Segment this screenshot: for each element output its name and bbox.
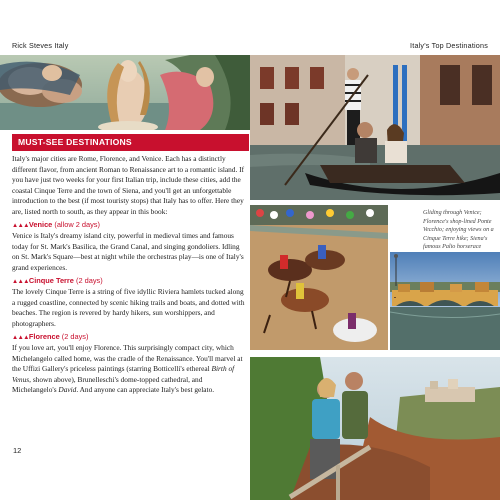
destination-duration: (allow 2 days) [54, 219, 100, 229]
destination-name: Cinque Terre [28, 275, 74, 285]
destination-cinque-terre [12, 276, 247, 330]
destination-heading [12, 220, 247, 232]
destination-venice [12, 220, 247, 274]
destination-florence [12, 332, 247, 397]
running-header-left: Rick Steves Italy [12, 41, 69, 50]
running-header-right: Italy's Top Destinations [410, 41, 488, 50]
artwork-title: David [58, 385, 77, 395]
destination-duration: (2 days) [61, 331, 89, 341]
siena-palio-photo [250, 205, 388, 350]
description-text: . And anyone can appreciate Italy's best gelato. [76, 385, 215, 395]
destination-name: Venice [28, 219, 53, 229]
artwork-title: Birth of Venus [12, 364, 235, 384]
description-text: If you love art, you'll enjoy Florence. This surprisingly compact city, which Michelangelo called home, was the cradle of the Renaissance. You'll marvel at the Uffizi Gallery's priceless paintings (starring Botticelli's ethereal [12, 343, 243, 374]
article-body [12, 154, 247, 396]
destination-description: Venice is Italy's dreamy island city, powerful in medieval times and famous today for St. Mark's Basilica, the Grand Canal, and singing gondoliers. Idling on St. Mark's Square—best at night while the orchestras play—is one of Italy's grand experiences. [12, 231, 244, 272]
birth-of-venus-painting [0, 55, 250, 130]
intro-paragraph: Italy's major cities are Rome, Florence, and Venice. Each has a distinctly different flavor, from ancient Roman to Renaissance art to a romantic island. If you have just two weeks for your first Italian trip, include these cities, add the coastal Cinque Terre and the town of Siena, and you'll get an unforgettable introduction to the best (if most touristy stops) that Italy has to offer. Here they are, listed north to south, as they appear in this book: [12, 154, 245, 216]
description-text: , shown above), Brunelleschi's dome-topped cathedral, and Michelangelo's [12, 374, 203, 395]
section-title: MUST-SEE DESTINATIONS [12, 134, 249, 151]
destination-description: The lovely Cinque Terre is a string of five idyllic Riviera hamlets tucked along a rugged coastline, connected by scenic hiking trails and boats, and dotted with beaches. The region is revered by hardy hikers, sun worshippers, and photographers. [12, 287, 245, 328]
destination-description [12, 343, 247, 396]
triangle-rating-icon: ▲▲▲ [12, 277, 29, 285]
destination-name: Florence [28, 331, 60, 341]
photo-caption: Gliding through Venice; Florence's shop-lined Ponte Vecchio; enjoying views on a Cinque Terre hike; Siena's famous Palio horserace [423, 210, 494, 251]
triangle-rating-icon: ▲▲▲ [12, 333, 29, 341]
cinque-terre-hike-photo [250, 357, 500, 500]
triangle-rating-icon: ▲▲▲ [12, 221, 29, 229]
destination-heading [12, 276, 247, 288]
venice-gondola-photo [250, 55, 500, 200]
destination-duration: (2 days) [75, 275, 103, 285]
destination-heading [12, 332, 247, 344]
ponte-vecchio-photo [390, 252, 500, 350]
page-number: 12 [13, 446, 22, 455]
